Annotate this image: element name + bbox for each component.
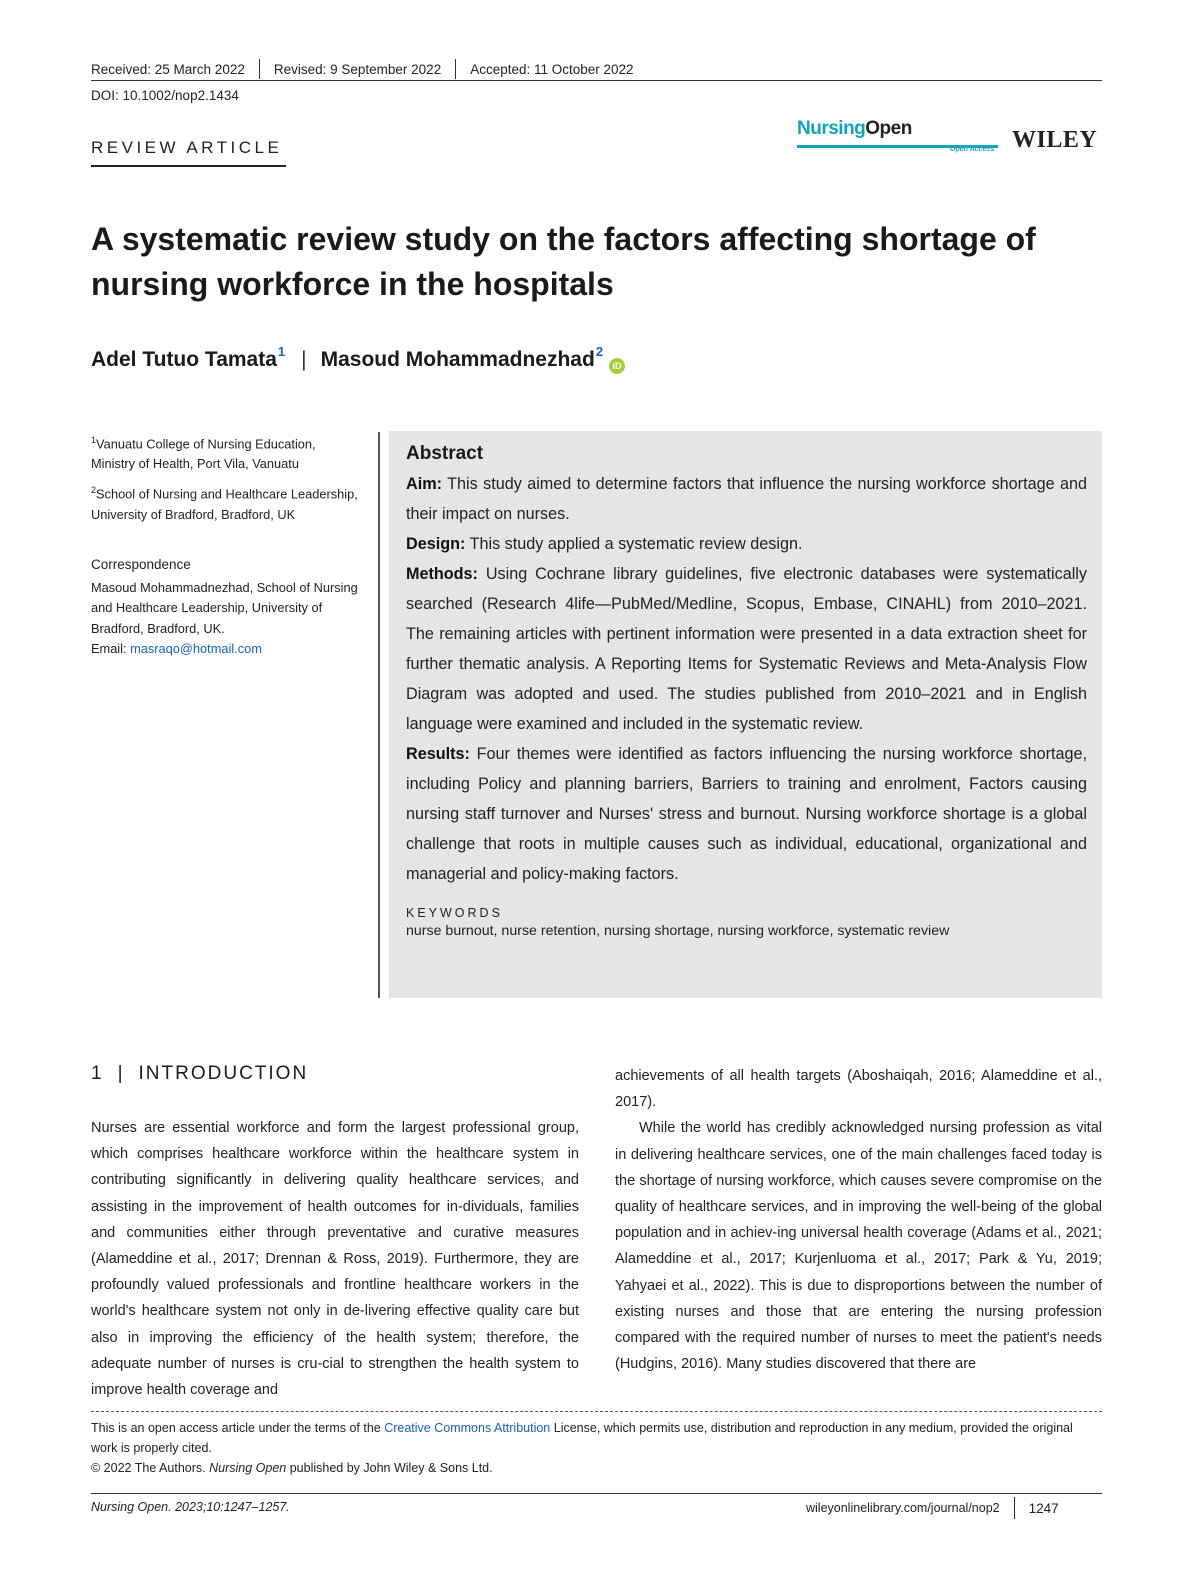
correspondence-heading: Correspondence	[91, 557, 191, 572]
abstract-methods	[406, 559, 1087, 739]
section-number: 1	[91, 1063, 104, 1084]
license-text: This is an open access article under the terms of the	[91, 1421, 381, 1435]
section-title: INTRODUCTION	[138, 1063, 309, 1084]
design-label: Design:	[406, 535, 466, 553]
author-1-affiliation[interactable]: 1	[277, 344, 286, 359]
divider	[259, 59, 260, 79]
divider	[1014, 1497, 1015, 1519]
license-text: License, which permits use, distribution and reproduction in any medium, provided the original work is properly cited.	[91, 1421, 1073, 1455]
results-label: Results:	[406, 745, 470, 763]
received-date: Received: 25 March 2022	[91, 61, 245, 77]
journal-logo[interactable]	[797, 118, 912, 140]
abstract-box	[389, 431, 1102, 998]
aim-label: Aim:	[406, 475, 442, 493]
body-column-left	[91, 1115, 579, 1403]
divider	[455, 59, 456, 79]
sidebar-divider	[378, 432, 380, 998]
license-line-1	[91, 1418, 1102, 1458]
abstract-heading: Abstract	[406, 443, 484, 464]
author-2[interactable]: Masoud Mohammadnezhad	[320, 348, 595, 371]
affiliation-1-text: Vanuatu College of Nursing Education, Ministry of Health, Port Vila, Vanuatu	[91, 436, 316, 472]
journal-name: Nursing Open	[209, 1461, 287, 1475]
cc-license-link[interactable]: Creative Commons Attribution	[384, 1421, 551, 1435]
abstract-results	[406, 739, 1087, 889]
correspondence-text: Masoud Mohammadnezhad, School of Nursing and Healthcare Leadership, University of Bradford, Bradford, UK.	[91, 579, 358, 636]
header-rule	[91, 80, 1102, 81]
page-number: 1247	[1028, 1500, 1059, 1516]
body-paragraph: achievements of all health targets (Aboshaiqah, 2016; Alameddine et al., 2017).	[615, 1068, 1102, 1111]
correspondence-email-line	[91, 639, 361, 660]
article-type: REVIEW ARTICLE	[91, 138, 283, 157]
article-title: A systematic review study on the factors affecting shortage of nursing workforce in the hospitals	[91, 221, 1036, 302]
affiliations	[91, 430, 361, 531]
footer-rule	[91, 1493, 1102, 1494]
revised-date: Revised: 9 September 2022	[273, 61, 442, 77]
author-separator: |	[301, 348, 307, 371]
affiliation-1	[91, 430, 361, 474]
journal-logo-part1: Nursing	[797, 118, 866, 139]
correspondence	[91, 555, 361, 660]
publisher-text: published by John Wiley & Sons Ltd.	[289, 1461, 493, 1475]
author-list	[91, 344, 625, 374]
results-text: Four themes were identified as factors influencing the nursing workforce shortage, including Policy and planning barriers, Barriers to training and enrolment, Factors causing nursing staff turnover and Nurses' stress and burnout. Nursing workforce shortage is a global challenge that roots in multiple causes such as individual, educational, organizational and managerial and policy-making factors.	[406, 745, 1087, 883]
body-paragraph: While the world has credibly acknowledged nursing profession as vital in delivering healthcare services, one of the main challenges faced today is the shortage of nursing workforce, which causes severe compromise on the quality of healthcare services, and in improving the well-being of the global population and in achiev-ing universal health coverage (Adams et al., 2021; Alameddine et al., 2017; Kurjenluoma et al., 2017; Park & Yu, 2019; Yahyaei et al., 2022). This is due to disproportions between the number of existing nurses and those that are entering the nursing profession compared with the required number of nurses to meet the patient's needs (Hudgins, 2016). Many studies discovered that there are	[615, 1120, 1102, 1373]
email-link[interactable]: masraqo@hotmail.com	[130, 641, 262, 656]
body-column-right	[615, 1063, 1102, 1377]
open-access-label: Open Access	[950, 146, 995, 153]
citation	[91, 1500, 290, 1514]
section-heading	[91, 1063, 308, 1085]
abstract-design	[406, 529, 1087, 559]
orcid-icon[interactable]: iD	[609, 358, 625, 374]
journal-url[interactable]: wileyonlinelibrary.com/journal/nop2	[806, 1501, 1000, 1515]
methods-text: Using Cochrane library guidelines, five electronic databases were systematically searched (Research 4life—PubMed/Medline, Scopus, Embase, CINAHL) from 2010–2021. The remaining articles with pertinent information were presented in a data extraction sheet for further thematic analysis. A Reporting Items for Systematic Reviews and Meta-Analysis Flow Diagram was adopted and used. The studies published from 2010–2021 and in English language were examined and included in the systematic review.	[406, 565, 1087, 733]
license-notice	[91, 1418, 1102, 1478]
section-separator: |	[117, 1063, 125, 1084]
affiliation-1-number: 1	[91, 435, 97, 445]
license-rule	[91, 1411, 1102, 1412]
abstract-aim	[406, 469, 1087, 529]
publication-dates	[91, 59, 634, 79]
accepted-date: Accepted: 11 October 2022	[470, 61, 634, 77]
methods-label: Methods:	[406, 565, 478, 583]
keywords-heading: KEYWORDS	[406, 906, 503, 920]
citation-text: Nursing Open. 2023;10:1247–1257.	[91, 1500, 290, 1514]
keywords: nurse burnout, nurse retention, nursing shortage, nursing workforce, systematic review	[406, 923, 950, 939]
article-type-underline	[91, 165, 286, 167]
design-text: This study applied a systematic review design.	[469, 535, 803, 553]
affiliation-2-number: 2	[91, 485, 97, 496]
copyright-text: © 2022 The Authors.	[91, 1461, 206, 1475]
author-1[interactable]: Adel Tutuo Tamata	[91, 348, 277, 371]
author-2-affiliation[interactable]: 2	[595, 344, 604, 359]
footer-right	[806, 1497, 1059, 1519]
affiliation-2-text: School of Nursing and Healthcare Leadership, University of Bradford, Bradford, UK	[91, 486, 358, 522]
body-paragraph: Nurses are essential workforce and form the largest professional group, which comprises healthcare workforce within the healthcare system in contributing significantly in delivering quality healthcare services, and assisting in the improvement of health outcomes for in-dividuals, families and communities either through preventative and curative measures (Alameddine et al., 2017; Drennan & Ross, 2019). Furthermore, they are profoundly valued professionals and frontline healthcare workers in the world's healthcare system not only in de-livering effective quality care but also in improving the efficiency of the health system; therefore, the adequate number of nurses is cru-cial to strengthen the health system to improve health coverage and	[91, 1120, 579, 1399]
license-line-2	[91, 1458, 1102, 1478]
doi[interactable]: DOI: 10.1002/nop2.1434	[91, 88, 239, 103]
journal-logo-part2: Open	[865, 118, 912, 139]
publisher-logo[interactable]: WILEY	[1012, 127, 1098, 153]
email-label: Email:	[91, 641, 127, 656]
aim-text: This study aimed to determine factors that influence the nursing workforce shortage and their impact on nurses.	[406, 475, 1087, 523]
affiliation-2	[91, 480, 361, 524]
